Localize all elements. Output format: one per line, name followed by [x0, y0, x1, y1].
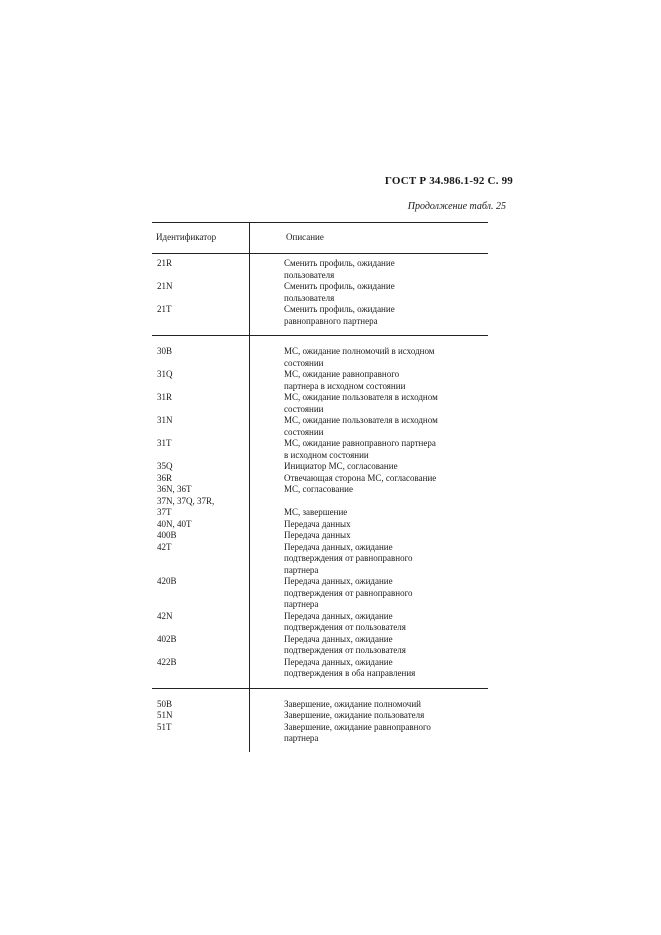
- identifier-cell: 31T: [157, 438, 172, 448]
- identifier-cell: 30B: [157, 346, 173, 356]
- description-cell: [284, 542, 464, 577]
- description-cell: [284, 438, 464, 461]
- identifier-cell: 31N: [157, 415, 173, 425]
- description-line: пользователя: [284, 269, 335, 280]
- table-row: [152, 369, 488, 392]
- description-line: подтверждения от пользователя: [284, 622, 406, 632]
- table-row: [152, 496, 488, 508]
- table-row: [152, 461, 488, 473]
- description-cell: [284, 611, 464, 634]
- identifier-cell: 50B: [157, 698, 173, 709]
- identifier-cell: 21R: [157, 258, 173, 268]
- table-row: [152, 304, 488, 327]
- table-row: [152, 484, 488, 496]
- description-line: подтверждения от равноправного: [284, 587, 413, 598]
- description-cell: [284, 699, 464, 711]
- description-cell: [284, 634, 464, 657]
- description-line: партнера: [284, 599, 319, 609]
- identifier-cell: 37T: [157, 507, 172, 517]
- description-line: Передача данных: [284, 518, 351, 529]
- description-line: Завершение, ожидание равноправного: [284, 721, 431, 732]
- description-line: подтверждения от равноправного: [284, 553, 413, 563]
- identifier-cell: 36R: [157, 472, 173, 483]
- description-line: МС, согласование: [284, 484, 353, 494]
- description-line: Передача данных, ожидание: [284, 633, 393, 644]
- description-line: состоянии: [284, 426, 324, 437]
- table-row-group: [152, 695, 488, 745]
- identifier-cell: 51T: [157, 721, 172, 732]
- identifier-cell: 400B: [157, 530, 177, 540]
- description-line: Сменить профиль, ожидание: [284, 258, 395, 268]
- description-line: Передача данных, ожидание: [284, 656, 393, 667]
- description-cell: [284, 415, 464, 438]
- table-row: [152, 576, 488, 611]
- description-cell: [284, 346, 464, 369]
- table-row: [152, 415, 488, 438]
- table-row: [152, 657, 488, 680]
- description-cell: [284, 507, 464, 519]
- description-line: Передача данных, ожидание: [284, 541, 393, 552]
- identifier-cell: 42T: [157, 541, 172, 552]
- identifier-cell: 42N: [157, 610, 173, 621]
- table-continuation-label: Продолжение табл. 25: [407, 201, 506, 212]
- table-row: [152, 258, 488, 281]
- identifier-cell: 402B: [157, 633, 177, 644]
- description-line: МС, ожидание равноправного партнера: [284, 438, 436, 448]
- description-line: МС, ожидание полномочий в исходном: [284, 346, 435, 356]
- table-row-group: [152, 254, 488, 327]
- description-line: партнера в исходном состоянии: [284, 380, 406, 391]
- description-line: МС, завершение: [284, 507, 348, 517]
- description-cell: [284, 258, 464, 281]
- description-line: Передача данных, ожидание: [284, 576, 393, 586]
- identifier-cell: 21T: [157, 304, 172, 314]
- identifier-cell: 40N, 40T: [157, 518, 192, 529]
- description-cell: [284, 710, 464, 722]
- description-line: Инициатор МС, согласование: [284, 461, 398, 471]
- table-row: [152, 722, 488, 745]
- identifier-cell: 51N: [157, 710, 173, 720]
- table-row: [152, 519, 488, 531]
- table-row: [152, 542, 488, 577]
- description-line: Передача данных: [284, 530, 351, 540]
- description-cell: [284, 392, 464, 415]
- table-row: [152, 473, 488, 485]
- identifier-cell: 420B: [157, 576, 177, 586]
- description-line: равноправного партнера: [284, 315, 378, 326]
- identifier-cell: 37N, 37Q, 37R,: [157, 495, 215, 506]
- group-separator-rule: [152, 335, 488, 336]
- description-line: МС, ожидание пользователя в исходном: [284, 392, 438, 402]
- description-line: Сменить профиль, ожидание: [284, 281, 395, 291]
- table-row: [152, 392, 488, 415]
- table-row: [152, 530, 488, 542]
- table-row: [152, 634, 488, 657]
- description-cell: [284, 281, 464, 304]
- table-row: [152, 346, 488, 369]
- table-row: [152, 611, 488, 634]
- description-cell: [284, 473, 464, 485]
- description-line: пользователя: [284, 292, 335, 303]
- description-line: Завершение, ожидание полномочий: [284, 698, 421, 709]
- description-cell: [284, 657, 464, 680]
- identifier-cell: 31R: [157, 392, 173, 402]
- column-divider: [249, 222, 250, 752]
- identifier-cell: 35Q: [157, 461, 173, 471]
- description-line: Передача данных, ожидание: [284, 610, 393, 621]
- description-line: [284, 496, 464, 508]
- table-row-group: [152, 342, 488, 680]
- group-separator-rule: [152, 688, 488, 689]
- description-line: состоянии: [284, 357, 324, 368]
- description-cell: [284, 722, 464, 745]
- identifier-table: [152, 222, 488, 745]
- table-row: [152, 507, 488, 519]
- table-header-row: [152, 223, 488, 254]
- table-row: [152, 699, 488, 711]
- description-line: партнера: [284, 564, 319, 575]
- description-cell: [284, 461, 464, 473]
- description-cell: [284, 519, 464, 531]
- description-cell: [284, 484, 464, 496]
- description-cell: [284, 369, 464, 392]
- description-line: партнера: [284, 733, 319, 743]
- description-column-header: Описание: [286, 232, 324, 243]
- document-reference: ГОСТ Р 34.986.1-92 С. 99: [384, 175, 513, 187]
- description-cell: [284, 496, 464, 508]
- identifier-cell: 36N, 36T: [157, 484, 192, 494]
- identifier-cell: 21N: [157, 281, 173, 291]
- description-line: состоянии: [284, 403, 324, 414]
- description-line: МС, ожидание равноправного: [284, 369, 400, 379]
- table-row: [152, 438, 488, 461]
- description-line: в исходном состоянии: [284, 449, 369, 460]
- description-cell: [284, 304, 464, 327]
- identifier-cell: 31Q: [157, 369, 173, 379]
- description-line: Отвечающая сторона МС, согласование: [284, 472, 437, 483]
- description-line: МС, ожидание пользователя в исходном: [284, 415, 438, 425]
- table-body: [152, 254, 488, 745]
- description-line: подтверждения в оба направления: [284, 668, 416, 678]
- description-line: Сменить профиль, ожидание: [284, 304, 395, 314]
- identifier-column-header: Идентификатор: [156, 232, 217, 243]
- description-cell: [284, 530, 464, 542]
- description-line: подтверждения от пользователя: [284, 645, 406, 655]
- table-row: [152, 281, 488, 304]
- description-line: Завершение, ожидание пользователя: [284, 710, 425, 720]
- description-cell: [284, 576, 464, 611]
- table-row: [152, 710, 488, 722]
- identifier-cell: 422B: [157, 656, 177, 667]
